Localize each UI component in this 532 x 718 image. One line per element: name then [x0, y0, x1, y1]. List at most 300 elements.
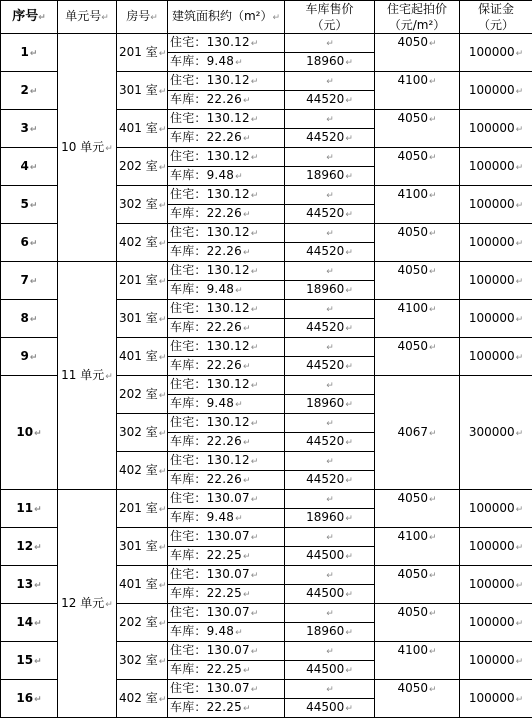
- seq-cell: [1, 186, 58, 224]
- room-value: 301 室: [119, 311, 158, 325]
- seq-value: 5: [21, 197, 29, 211]
- room-value: 302 室: [119, 653, 158, 667]
- room-cell: [117, 72, 168, 110]
- paragraph-mark: ↵: [326, 381, 334, 391]
- res-value: 住宅：130.12: [170, 377, 250, 391]
- garage-area-cell: [168, 129, 285, 148]
- gar_price-value: 18960: [306, 396, 344, 410]
- paragraph-mark: ↵: [251, 229, 259, 239]
- start-value: 4050: [397, 491, 428, 505]
- paragraph-mark: ↵: [243, 96, 251, 106]
- deposit-cell: [460, 376, 532, 490]
- paragraph-mark: ↵: [105, 144, 113, 154]
- paragraph-mark: ↵: [251, 267, 259, 277]
- start-price-cell: [375, 300, 460, 338]
- room-value: 402 室: [119, 463, 158, 477]
- room-cell: [117, 262, 168, 300]
- start-value: 4100: [397, 187, 428, 201]
- deposit-cell: [460, 490, 532, 528]
- paragraph-mark: ↵: [34, 695, 42, 705]
- room-cell: [117, 110, 168, 148]
- paragraph-mark: ↵: [30, 163, 38, 173]
- res-value: 住宅：130.12: [170, 73, 250, 87]
- paragraph-mark: ↵: [34, 581, 42, 591]
- paragraph-mark: ↵: [345, 172, 353, 182]
- paragraph-mark: ↵: [516, 505, 524, 515]
- room-cell: [117, 604, 168, 642]
- room-cell: [117, 338, 168, 376]
- seq-cell: [1, 224, 58, 262]
- paragraph-mark: ↵: [251, 77, 259, 87]
- seq-cell: [1, 338, 58, 376]
- paragraph-mark: ↵: [243, 210, 251, 220]
- deposit-value: 100000: [469, 121, 515, 135]
- paragraph-mark: ↵: [251, 115, 259, 125]
- paragraph-mark: ↵: [30, 239, 38, 249]
- start-price-cell: [375, 490, 460, 528]
- paragraph-mark: ↵: [159, 87, 167, 97]
- residence-area-cell: [168, 452, 285, 471]
- start-price-cell: [375, 680, 460, 718]
- paragraph-mark: ↵: [251, 495, 259, 505]
- start-value: 4050: [397, 567, 428, 581]
- paragraph-mark: ↵: [235, 58, 243, 68]
- res-value: 住宅：130.12: [170, 187, 250, 201]
- start-value: 4100: [397, 73, 428, 87]
- paragraph-mark: ↵: [516, 239, 524, 249]
- room-value: 202 室: [119, 615, 158, 629]
- room-cell: [117, 186, 168, 224]
- residence-area-cell: [168, 186, 285, 205]
- start-value: 4100: [397, 301, 428, 315]
- paragraph-mark: ↵: [345, 58, 353, 68]
- deposit-cell: [460, 148, 532, 186]
- paragraph-mark: ↵: [345, 362, 353, 372]
- gar-value: 车库：22.25: [170, 662, 242, 676]
- garage-price-cell: [285, 281, 375, 300]
- paragraph-mark: ↵: [30, 201, 38, 211]
- res-value: 住宅：130.12: [170, 301, 250, 315]
- seq-cell: [1, 490, 58, 528]
- seq-cell: [1, 680, 58, 718]
- seq-value: 9: [21, 349, 29, 363]
- garage-price-cell: [285, 623, 375, 642]
- residence-area-cell: [168, 414, 285, 433]
- gar-value: 车库：22.26: [170, 206, 242, 220]
- paragraph-mark: ↵: [516, 315, 524, 325]
- start-price-cell: [375, 262, 460, 300]
- deposit-cell: [460, 642, 532, 680]
- start-value: 4050: [397, 681, 428, 695]
- garage-price-cell: [285, 699, 375, 718]
- garage-price-cell: [285, 661, 375, 680]
- deposit-value: 100000: [469, 197, 515, 211]
- res-value: 住宅：130.12: [170, 35, 250, 49]
- header-unit: 单元号↵: [58, 1, 117, 34]
- gar-value: 车库：22.26: [170, 358, 242, 372]
- paragraph-mark: ↵: [345, 476, 353, 486]
- garage-area-cell: [168, 433, 285, 452]
- paragraph-mark: ↵: [429, 153, 437, 163]
- seq-value: 8: [21, 311, 29, 325]
- residence-area-cell: [168, 110, 285, 129]
- paragraph-mark: ↵: [159, 391, 167, 401]
- garage-area-cell: [168, 243, 285, 262]
- start-value: 4050: [397, 263, 428, 277]
- paragraph-mark: ↵: [251, 153, 259, 163]
- header-garage-price: 车库售价 （元）: [285, 1, 375, 34]
- paragraph-mark: ↵: [326, 609, 334, 619]
- paragraph-mark: ↵: [516, 201, 524, 211]
- paragraph-mark: ↵: [326, 191, 334, 201]
- paragraph-mark: ↵: [243, 134, 251, 144]
- paragraph-mark: ↵: [326, 343, 334, 353]
- room-value: 402 室: [119, 235, 158, 249]
- room-cell: [117, 300, 168, 338]
- deposit-value: 100000: [469, 311, 515, 325]
- gar_price-value: 44520: [306, 358, 344, 372]
- res-value: 住宅：130.07: [170, 567, 250, 581]
- paragraph-mark: ↵: [251, 343, 259, 353]
- garage-price-cell: [285, 205, 375, 224]
- seq-cell: [1, 110, 58, 148]
- gar_price-value: 44520: [306, 472, 344, 486]
- paragraph-mark: ↵: [516, 353, 524, 363]
- gar_price-value: 18960: [306, 510, 344, 524]
- deposit-value: 100000: [469, 653, 515, 667]
- paragraph-mark: ↵: [105, 372, 113, 382]
- seq-value: 13: [16, 577, 33, 591]
- garage-area-cell: [168, 547, 285, 566]
- paragraph-mark: ↵: [326, 229, 334, 239]
- garage-area-cell: [168, 585, 285, 604]
- gar_price-value: 44520: [306, 320, 344, 334]
- garage-price-cell: [285, 395, 375, 414]
- paragraph-mark: ↵: [429, 77, 437, 87]
- paragraph-mark: ↵: [159, 657, 167, 667]
- room-value: 301 室: [119, 539, 158, 553]
- garage-price-cell: [285, 129, 375, 148]
- paragraph-mark: ↵: [516, 277, 524, 287]
- header-seq: 序号↵: [1, 1, 58, 34]
- garage-price-blank: [285, 148, 375, 167]
- paragraph-mark: ↵: [345, 248, 353, 258]
- paragraph-mark: ↵: [429, 685, 437, 695]
- gar_price-value: 44500: [306, 662, 344, 676]
- room-value: 402 室: [119, 691, 158, 705]
- garage-area-cell: [168, 53, 285, 72]
- garage-price-cell: [285, 53, 375, 72]
- paragraph-mark: ↵: [251, 647, 259, 657]
- paragraph-mark: ↵: [159, 543, 167, 553]
- paragraph-mark: ↵: [34, 657, 42, 667]
- paragraph-mark: ↵: [251, 533, 259, 543]
- deposit-cell: [460, 224, 532, 262]
- room-cell: [117, 490, 168, 528]
- deposit-cell: [460, 186, 532, 224]
- deposit-cell: [460, 528, 532, 566]
- seq-cell: [1, 148, 58, 186]
- seq-value: 11: [16, 501, 33, 515]
- paragraph-mark: ↵: [429, 39, 437, 49]
- header-room: 房号↵: [117, 1, 168, 34]
- paragraph-mark: ↵: [345, 400, 353, 410]
- room-cell: [117, 224, 168, 262]
- garage-price-blank: [285, 300, 375, 319]
- garage-price-cell: [285, 471, 375, 490]
- gar-value: 车库：22.26: [170, 130, 242, 144]
- garage-area-cell: [168, 699, 285, 718]
- res-value: 住宅：130.07: [170, 491, 250, 505]
- seq-value: 15: [16, 653, 33, 667]
- paragraph-mark: ↵: [159, 315, 167, 325]
- deposit-cell: [460, 300, 532, 338]
- gar_price-value: 18960: [306, 282, 344, 296]
- unit-cell: [58, 490, 117, 718]
- paragraph-mark: ↵: [251, 685, 259, 695]
- seq-cell: [1, 376, 58, 490]
- paragraph-mark: ↵: [429, 609, 437, 619]
- paragraph-mark: ↵: [345, 552, 353, 562]
- garage-area-cell: [168, 205, 285, 224]
- paragraph-mark: ↵: [243, 704, 251, 714]
- res-value: 住宅：130.12: [170, 225, 250, 239]
- deposit-cell: [460, 110, 532, 148]
- paragraph-mark: ↵: [243, 362, 251, 372]
- garage-price-blank: [285, 566, 375, 585]
- paragraph-mark: ↵: [243, 552, 251, 562]
- res-value: 住宅：130.12: [170, 263, 250, 277]
- paragraph-mark: ↵: [326, 153, 334, 163]
- paragraph-mark: ↵: [429, 191, 437, 201]
- garage-price-blank: [285, 110, 375, 129]
- res-value: 住宅：130.07: [170, 605, 250, 619]
- gar_price-value: 44520: [306, 244, 344, 258]
- paragraph-mark: ↵: [429, 429, 437, 439]
- garage-price-cell: [285, 357, 375, 376]
- paragraph-mark: ↵: [516, 87, 524, 97]
- deposit-value: 100000: [469, 539, 515, 553]
- paragraph-mark: ↵: [30, 353, 38, 363]
- residence-area-cell: [168, 528, 285, 547]
- seq-cell: [1, 604, 58, 642]
- start-price-cell: [375, 566, 460, 604]
- seq-value: 2: [21, 83, 29, 97]
- paragraph-mark: ↵: [34, 505, 42, 515]
- paragraph-mark: ↵: [243, 324, 251, 334]
- paragraph-mark: ↵: [345, 628, 353, 638]
- start-value: 4100: [397, 643, 428, 657]
- unit-value: 10 单元: [61, 140, 104, 154]
- paragraph-mark: ↵: [159, 467, 167, 477]
- garage-price-blank: [285, 72, 375, 91]
- seq-value: 16: [16, 691, 33, 705]
- start-price-cell: [375, 34, 460, 72]
- gar-value: 车库：9.48: [170, 624, 234, 638]
- gar-value: 车库：9.48: [170, 282, 234, 296]
- paragraph-mark: ↵: [429, 571, 437, 581]
- seq-cell: [1, 34, 58, 72]
- deposit-value: 100000: [469, 83, 515, 97]
- paragraph-mark: ↵: [243, 590, 251, 600]
- garage-area-cell: [168, 167, 285, 186]
- paragraph-mark: ↵: [326, 267, 334, 277]
- seq-value: 4: [21, 159, 29, 173]
- paragraph-mark: ↵: [429, 343, 437, 353]
- gar-value: 车库：22.26: [170, 320, 242, 334]
- table-row: [1, 490, 532, 509]
- paragraph-mark: ↵: [429, 647, 437, 657]
- gar-value: 车库：22.25: [170, 548, 242, 562]
- start-price-cell: [375, 528, 460, 566]
- start-value: 4100: [397, 529, 428, 543]
- room-cell: [117, 566, 168, 604]
- room-value: 401 室: [119, 349, 158, 363]
- paragraph-mark: ↵: [326, 305, 334, 315]
- room-value: 201 室: [119, 273, 158, 287]
- garage-price-cell: [285, 585, 375, 604]
- garage-price-cell: [285, 319, 375, 338]
- garage-price-blank: [285, 490, 375, 509]
- room-value: 202 室: [119, 159, 158, 173]
- room-value: 302 室: [119, 197, 158, 211]
- paragraph-mark: ↵: [429, 495, 437, 505]
- seq-value: 3: [21, 121, 29, 135]
- garage-price-blank: [285, 604, 375, 623]
- garage-price-blank: [285, 452, 375, 471]
- residence-area-cell: [168, 338, 285, 357]
- res-value: 住宅：130.07: [170, 529, 250, 543]
- gar-value: 车库：9.48: [170, 168, 234, 182]
- room-value: 401 室: [119, 121, 158, 135]
- paragraph-mark: ↵: [235, 172, 243, 182]
- unit-value: 12 单元: [61, 596, 104, 610]
- garage-price-blank: [285, 680, 375, 699]
- paragraph-mark: ↵: [159, 505, 167, 515]
- paragraph-mark: ↵: [326, 457, 334, 467]
- gar-value: 车库：22.25: [170, 586, 242, 600]
- paragraph-mark: ↵: [159, 619, 167, 629]
- header-start-price: 住宅起拍价 （元/m²）: [375, 1, 460, 34]
- deposit-value: 300000: [469, 425, 515, 439]
- start-price-cell: [375, 604, 460, 642]
- paragraph-mark: ↵: [345, 438, 353, 448]
- garage-price-cell: [285, 433, 375, 452]
- gar_price-value: 18960: [306, 168, 344, 182]
- paragraph-mark: ↵: [235, 514, 243, 524]
- gar_price-value: 18960: [306, 624, 344, 638]
- res-value: 住宅：130.07: [170, 681, 250, 695]
- gar_price-value: 44520: [306, 206, 344, 220]
- paragraph-mark: ↵: [235, 400, 243, 410]
- residence-area-cell: [168, 148, 285, 167]
- garage-price-cell: [285, 509, 375, 528]
- res-value: 住宅：130.07: [170, 643, 250, 657]
- paragraph-mark: ↵: [159, 201, 167, 211]
- paragraph-mark: ↵: [326, 685, 334, 695]
- paragraph-mark: ↵: [30, 277, 38, 287]
- paragraph-mark: ↵: [326, 115, 334, 125]
- paragraph-mark: ↵: [251, 39, 259, 49]
- paragraph-mark: ↵: [159, 277, 167, 287]
- residence-area-cell: [168, 34, 285, 53]
- deposit-value: 100000: [469, 577, 515, 591]
- paragraph-mark: ↵: [326, 571, 334, 581]
- deposit-cell: [460, 262, 532, 300]
- start-price-cell: [375, 72, 460, 110]
- garage-price-blank: [285, 528, 375, 547]
- table-header: [1, 1, 532, 34]
- gar-value: 车库：22.26: [170, 244, 242, 258]
- start-price-cell: [375, 642, 460, 680]
- room-value: 201 室: [119, 45, 158, 59]
- residence-area-cell: [168, 604, 285, 623]
- paragraph-mark: ↵: [243, 248, 251, 258]
- start-price-cell: [375, 224, 460, 262]
- table-row: [1, 34, 532, 53]
- paragraph-mark: ↵: [345, 324, 353, 334]
- paragraph-mark: ↵: [243, 438, 251, 448]
- room-value: 401 室: [119, 577, 158, 591]
- gar_price-value: 18960: [306, 54, 344, 68]
- start-value: 4050: [397, 339, 428, 353]
- residence-area-cell: [168, 490, 285, 509]
- header-area: 建筑面积约（m²）↵: [168, 1, 285, 34]
- room-cell: [117, 680, 168, 718]
- res-value: 住宅：130.12: [170, 415, 250, 429]
- paragraph-mark: ↵: [34, 429, 42, 439]
- garage-area-cell: [168, 281, 285, 300]
- paragraph-mark: ↵: [243, 476, 251, 486]
- garage-price-blank: [285, 186, 375, 205]
- seq-cell: [1, 566, 58, 604]
- seq-value: 14: [16, 615, 33, 629]
- garage-price-blank: [285, 262, 375, 281]
- table-row: [1, 262, 532, 281]
- seq-cell: [1, 72, 58, 110]
- start-value: 4050: [397, 225, 428, 239]
- garage-area-cell: [168, 661, 285, 680]
- unit-value: 11 单元: [61, 368, 104, 382]
- deposit-cell: [460, 72, 532, 110]
- start-price-cell: [375, 338, 460, 376]
- seq-cell: [1, 642, 58, 680]
- room-value: 301 室: [119, 83, 158, 97]
- paragraph-mark: ↵: [326, 647, 334, 657]
- paragraph-mark: ↵: [345, 210, 353, 220]
- garage-area-cell: [168, 509, 285, 528]
- paragraph-mark: ↵: [429, 305, 437, 315]
- paragraph-mark: ↵: [516, 695, 524, 705]
- deposit-cell: [460, 338, 532, 376]
- paragraph-mark: ↵: [516, 581, 524, 591]
- paragraph-mark: ↵: [429, 115, 437, 125]
- paragraph-mark: ↵: [30, 315, 38, 325]
- residence-area-cell: [168, 262, 285, 281]
- paragraph-mark: ↵: [516, 429, 524, 439]
- garage-price-blank: [285, 34, 375, 53]
- room-value: 202 室: [119, 387, 158, 401]
- header-deposit: 保证金 （元）: [460, 1, 532, 34]
- garage-area-cell: [168, 623, 285, 642]
- deposit-value: 100000: [469, 349, 515, 363]
- start-value: 4050: [397, 35, 428, 49]
- deposit-value: 100000: [469, 501, 515, 515]
- garage-area-cell: [168, 91, 285, 110]
- deposit-cell: [460, 566, 532, 604]
- garage-area-cell: [168, 395, 285, 414]
- deposit-value: 100000: [469, 615, 515, 629]
